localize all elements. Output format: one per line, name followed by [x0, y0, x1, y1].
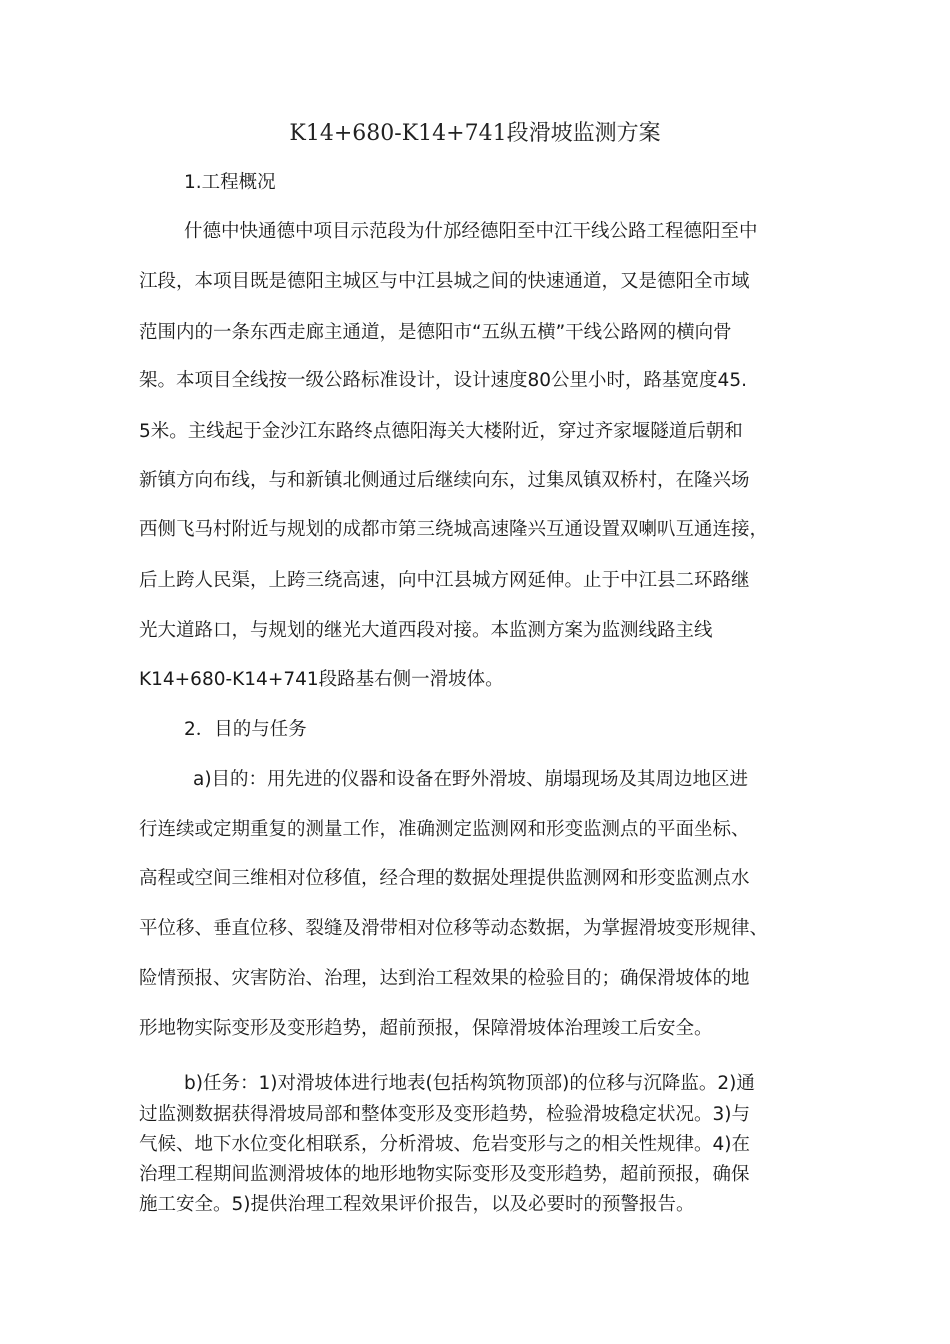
paragraph-line: 后上跨人民渠，上跨三绕高速，向中江县城方网延伸。止于中江县二环路继 — [139, 570, 750, 591]
paragraph-line: 什德中快通德中项目示范段为什邡经德阳至中江干线公路工程德阳至中 — [184, 221, 758, 242]
purpose-line: 平位移、垂直位移、裂缝及滑带相对位移等动态数据，为掌握滑坡变形规律、 — [139, 918, 769, 939]
purpose-line: 高程或空间三维相对位移值，经合理的数据处理提供监测网和形变监测点水 — [139, 868, 750, 889]
paragraph-line: 光大道路口，与规划的继光大道西段对接。本监测方案为监测线路主线 — [139, 620, 713, 641]
paragraph-line: 西侧飞马村附近与规划的成都市第三绕城高速隆兴互通设置双喇叭互通连接， — [139, 519, 769, 540]
task-line: 施工安全。5)提供治理工程效果评价报告，以及必要时的预警报告。 — [139, 1194, 695, 1215]
paragraph-line: K14+680-K14+741段路基右侧一滑坡体。 — [139, 669, 504, 690]
section-2-heading: 2．目的与任务 — [184, 719, 307, 740]
purpose-line: 险情预报、灾害防治、治理，达到治工程效果的检验目的；确保滑坡体的地 — [139, 968, 750, 989]
task-line: 过监测数据获得滑坡局部和整体变形及变形趋势，检验滑坡稳定状况。3)与 — [139, 1104, 750, 1125]
purpose-line: 行连续或定期重复的测量工作，准确测定监测网和形变监测点的平面坐标、 — [139, 819, 750, 840]
paragraph-line: 架。本项目全线按一级公路标准设计，设计速度80公里小时，路基宽度45. — [139, 370, 747, 391]
paragraph-line: 5米。主线起于金沙江东路终点德阳海关大楼附近，穿过齐家堰隧道后朝和 — [139, 421, 743, 442]
section-1-heading: 1.工程概况 — [184, 172, 276, 193]
paragraph-line: 江段，本项目既是德阳主城区与中江县城之间的快速通道，又是德阳全市域 — [139, 271, 750, 292]
task-line: 气候、地下水位变化相联系，分析滑坡、危岩变形与之的相关性规律。4)在 — [139, 1134, 750, 1155]
task-line: 治理工程期间监测滑坡体的地形地物实际变形及变形趋势，超前预报，确保 — [139, 1164, 750, 1185]
document-title: K14+680-K14+741段滑坡监测方案 — [289, 121, 661, 146]
purpose-line: a)目的：用先进的仪器和设备在野外滑坡、崩塌现场及其周边地区进 — [193, 769, 749, 790]
paragraph-line: 范围内的一条东西走廊主通道，是德阳市“五纵五横”干线公路网的横向骨 — [139, 322, 732, 343]
purpose-line: 形地物实际变形及变形趋势，超前预报，保障滑坡体治理竣工后安全。 — [139, 1018, 713, 1039]
paragraph-line: 新镇方向布线，与和新镇北侧通过后继续向东，过集凤镇双桥村，在隆兴场 — [139, 470, 750, 491]
task-line: b)任务：1)对滑坡体进行地表(包括构筑物顶部)的位移与沉降监。2)通 — [184, 1073, 755, 1094]
